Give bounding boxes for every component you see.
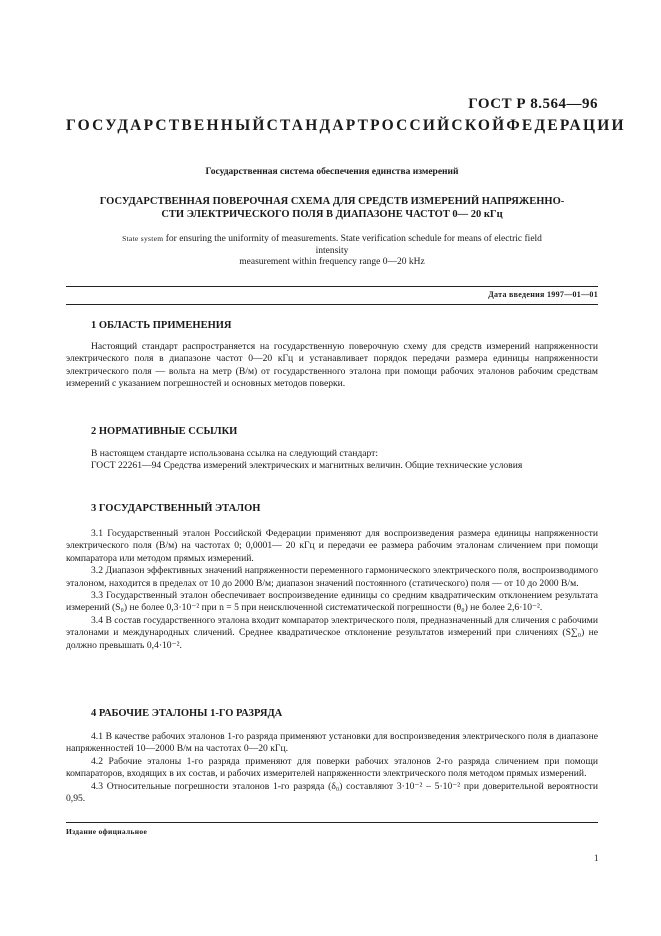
section-heading: 4 РАБОЧИЕ ЭТАЛОНЫ 1-ГО РАЗРЯДА [91,708,283,719]
document-code: ГОСТ Р 8.564—96 [468,96,598,112]
date-divider [66,304,598,305]
section-references [66,426,598,473]
english-title-line: intensity [315,245,349,256]
standard-title-word: РОССИЙСКОЙ [370,117,507,134]
standard-title [66,117,626,135]
section-scope [66,320,598,391]
paragraph: 4.3 Относительные погрешности эталонов 1-го разряда (δ₀) составляют 3·10⁻² – 5·10⁻² при доверительной вероятности 0,95. [66,780,598,805]
footer-divider [66,822,598,823]
main-title-line: СТИ ЭЛЕКТРИЧЕСКОГО ПОЛЯ В ДИАПАЗОНЕ ЧАСТОТ 0— 20 кГц [161,209,503,220]
paragraph: 4.2 Рабочие эталоны 1-го разряда применяют для поверки рабочих эталонов 2-го разряда сличением при помощи компараторов, входящих в их состав, и рабочих измерителей напряженности электрического поля методом прямых измерений. [66,755,598,780]
english-title-line: measurement within frequency range 0—20 kHz [239,257,425,267]
english-title-prefix: State system [122,234,164,243]
section-heading: 1 ОБЛАСТЬ ПРИМЕНЕНИЯ [91,320,232,331]
section-working-standards [66,708,598,805]
paragraph: 3.4 В состав государственного эталона входит компаратор электрического поля, предназначенный для сличения с рабочими эталонами и международных сличений. Среднее квадратическое отклонение результатов измерений при сличениях (S∑₀) не должно превышать 0,4·10⁻². [66,614,598,651]
section-state-standard [66,503,598,652]
introduction-date: Дата введения 1997—01—01 [488,290,598,299]
standard-title-word: ФЕДЕРАЦИИ [506,117,626,134]
main-title [66,195,598,221]
system-title: Государственная система обеспечения единства измерений [205,167,459,177]
english-title-line: State system for ensuring the uniformity of measurements. State verification schedule for means of electric field [122,234,542,244]
top-divider [66,286,598,287]
section-heading: 3 ГОСУДАРСТВЕННЫЙ ЭТАЛОН [91,503,261,514]
paragraph: В настоящем стандарте использована ссылка на следующий стандарт: [91,448,379,459]
paragraph: Настоящий стандарт распространяется на государственную поверочную схему для средств измерений напряженности электрического поля в диапазоне частот 0—20 кГц и устанавливает порядок передачи размера единицы напряженности электрического поля — вольта на метр (В/м) от государственного эталона при помощи рабочих эталонов рабочим средствам измерений с указанием погрешностей и основных методов поверки. [66,341,598,390]
paragraph: 4.1 В качестве рабочих эталонов 1-го разряда применяют установки для воспроизведения электрического поля в диапазоне напряженностей 10—2000 В/м на частотах 0—20 кГц. [66,731,598,755]
standard-title-word: СТАНДАРТ [266,117,371,134]
page-number: 1 [594,853,599,863]
paragraph: ГОСТ 22261—94 Средства измерений электрических и магнитных величин. Общие технические условия [91,460,523,472]
main-title-line: ГОСУДАРСТВЕННАЯ ПОВЕРОЧНАЯ СХЕМА ДЛЯ СРЕДСТВ ИЗМЕРЕНИЙ НАПРЯЖЕННО- [99,196,565,207]
section-heading: 2 НОРМАТИВНЫЕ ССЫЛКИ [91,426,238,437]
standard-title-word: ГОСУДАРСТВЕННЫЙ [66,117,267,134]
paragraph: 3.3 Государственный эталон обеспечивает воспроизведение единицы со средним квадратическим отклонением результата измерений (S₀) не более 0,3·10⁻² при n = 5 при неисключенной систематической погрешности (θ₀) не более 2,6·10⁻². [66,590,598,614]
paragraph: 3.1 Государственный эталон Российской Федерации применяют для воспроизведения размера единицы напряженности электрического поля (В/м) на частотах 0; 0,0001— 20 кГц и передачи ее размера рабочим эталонам сличением при помощи компаратора или методом прямых измерений. [66,528,598,564]
paragraph: 3.2 Диапазон эффективных значений напряженности переменного гармонического электрического поля, воспроизводимого эталоном, находится в пределах от 10 до 2000 В/м; диапазон значений постоянного (статического) поля — от 10 до 2000 В/м. [66,565,598,589]
edition-label: Издание официальное [66,827,148,836]
english-title [66,233,598,269]
